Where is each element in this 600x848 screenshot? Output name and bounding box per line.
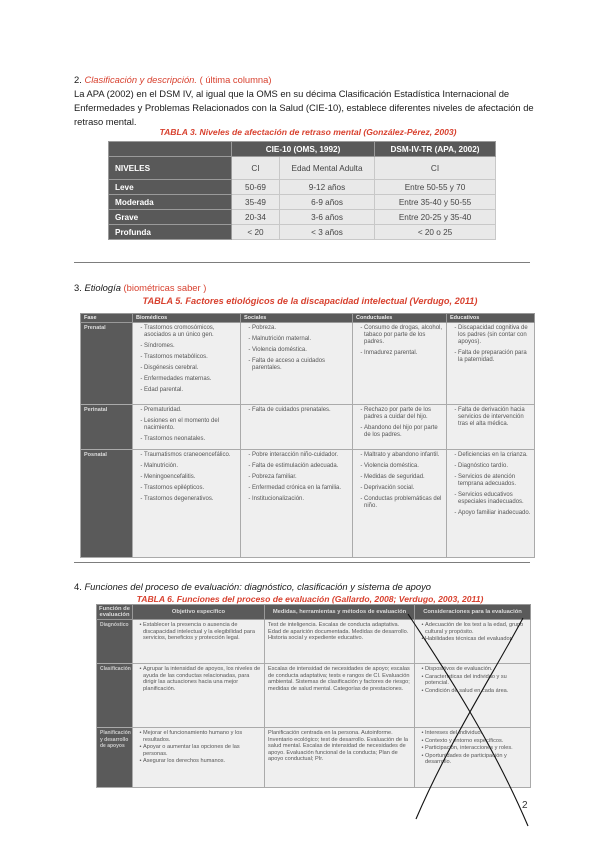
table-cell: 9-12 años <box>280 180 375 195</box>
table-5 <box>80 313 535 558</box>
list-item: - Institucionalización. <box>252 496 349 503</box>
table-cell <box>133 323 241 405</box>
list-item: - Abandono del hijo por parte de los padres. <box>364 425 443 439</box>
list-item: - Diagnóstico tardío. <box>458 463 531 470</box>
section-number: 2. <box>74 74 85 85</box>
list-item: • Establecer la presencia o ausencia de discapacidad intelectual y la elegibilidad para servicios, beneficios y protección legal. <box>143 622 261 642</box>
table-cell: Test de inteligencia. Escalas de conducta adaptativa. Edad de aparición documentada. Medidas de desarrollo. Historia social y expediente educativo. <box>265 620 415 664</box>
table-row <box>81 450 535 558</box>
table-row-label: Prenatal <box>81 323 133 405</box>
list-item: - Violencia doméstica. <box>252 347 349 354</box>
table-row <box>109 225 496 240</box>
list-item: - Pobre interacción niño-cuidador. <box>252 452 349 459</box>
list-item: - Trastornos degenerativos. <box>144 496 237 503</box>
list-item: - Disgénesis cerebral. <box>144 365 237 372</box>
table-row <box>109 195 496 210</box>
table-cell: 3-6 años <box>280 210 375 225</box>
list-item: - Enfermedad crónica en la familia. <box>252 485 349 492</box>
list-item: - Falta de preparación para la paternidad. <box>458 350 531 364</box>
section-title: Funciones del proceso de evaluación: diagnóstico, clasificación y sistema de apoyo <box>84 581 431 592</box>
table-cell: < 20 o 25 <box>375 225 496 240</box>
list-item: - Prematuridad. <box>144 407 237 414</box>
list-item: • Oportunidades de participación y desarrollo. <box>425 753 527 766</box>
list-item: • Apoyar o aumentar las opciones de las personas. <box>143 744 261 757</box>
table-3 <box>108 141 496 240</box>
table-row-label: Posnatal <box>81 450 133 558</box>
table-header-cell: CIE-10 (OMS, 1992) <box>232 142 375 157</box>
table-row-label: Perinatal <box>81 405 133 450</box>
table-header-cell <box>109 142 232 157</box>
table-cell: 6-9 años <box>280 195 375 210</box>
table-row-label: Profunda <box>109 225 232 240</box>
list-item: • Habilidades técnicas del evaluador. <box>425 636 527 643</box>
table-header-cell: Función de evaluación <box>97 605 133 620</box>
table-row <box>81 323 535 405</box>
list-item: - Falta de cuidados prenatales. <box>252 407 349 414</box>
table-row-label: Leve <box>109 180 232 195</box>
list-item: - Trastornos metabólicos. <box>144 354 237 361</box>
table-row-label: Diagnóstico <box>97 620 133 664</box>
table-row <box>109 210 496 225</box>
table-cell: Escalas de intensidad de necesidades de apoyo; escalas de conducta adaptativa; tests e rangos de CI. Evaluación ambiental. Sistemas de clasificación y factores de riesgo; medidas de salud mental. Categorías de prestaciones. <box>265 664 415 728</box>
list-item: - Falta de estimulación adecuada. <box>252 463 349 470</box>
table-cell <box>133 405 241 450</box>
table-6-caption: TABLA 6. Funciones del proceso de evaluación (Gallardo, 2008; Verdugo, 2003, 2011) <box>136 594 484 604</box>
table-cell <box>447 450 535 558</box>
list-item: • Intereses del individuo. <box>425 730 527 737</box>
table-row-label: NIVELES <box>109 157 232 180</box>
list-item: - Lesiones en el momento del nacimiento. <box>144 418 237 432</box>
divider <box>74 562 530 563</box>
table-cell <box>241 450 353 558</box>
list-item: - Apoyo familiar inadecuado. <box>458 510 531 517</box>
table-cell: Planificación centrada en la persona. Autoinforme. Inventario ecológico; test de desarrollo. Evaluación de la salud mental. Escalas de intensidad de necesidades de apoyo. Evaluación funcional de la conducta; Plan de apoyo conductual; PIr. <box>265 728 415 788</box>
list-item: - Rechazo por parte de los padres a cuidar del hijo. <box>364 407 443 421</box>
table-header-cell: Conductuales <box>353 314 447 323</box>
table-cell <box>133 620 265 664</box>
table-cell: Entre 35-40 y 50-55 <box>375 195 496 210</box>
table-cell: Entre 50-55 y 70 <box>375 180 496 195</box>
table-header-cell: Sociales <box>241 314 353 323</box>
list-item: • Asegurar los derechos humanos. <box>143 758 261 765</box>
list-item: - Malnutrición maternal. <box>252 336 349 343</box>
list-item: - Enfermedades maternas. <box>144 376 237 383</box>
page-number: 2 <box>522 800 528 811</box>
list-item: - Pobreza. <box>252 325 349 332</box>
list-item: - Deprivación social. <box>364 485 443 492</box>
section-number: 3. <box>74 282 85 293</box>
section-title: Etiología <box>84 282 121 293</box>
table-cell: 50-69 <box>232 180 280 195</box>
list-item: - Malnutrición. <box>144 463 237 470</box>
table-header-cell: DSM-IV-TR (APA, 2002) <box>375 142 496 157</box>
section-2-heading <box>74 73 534 87</box>
table-cell <box>241 405 353 450</box>
table-cell <box>353 450 447 558</box>
table-cell: < 20 <box>232 225 280 240</box>
table-header-cell: Biomédicos <box>133 314 241 323</box>
section-title: Clasificación y descripción. <box>84 74 197 85</box>
list-item: - Traumatismos craneoencefálico. <box>144 452 237 459</box>
handwritten-cross-mark <box>398 604 538 834</box>
list-item: - Edad parental. <box>144 387 237 394</box>
section-2-paragraph: La APA (2002) en el DSM IV, al igual que la OMS en su décima Clasificación Estadística Internacional de Enfermedades y Problemas Relacionados con la Salud (CIE-10), establece diferentes niveles de afectación de retraso mental. <box>74 88 534 127</box>
list-item: - Síndromes. <box>144 343 237 350</box>
list-item: - Conductas problemáticas del niño. <box>364 496 443 510</box>
list-item: - Falta de derivación hacia servicios de intervención tras el alta médica. <box>458 407 531 428</box>
list-item: • Adecuación de los test a la edad, grupo cultural y propósito. <box>425 622 527 635</box>
list-item: • Agrupar la intensidad de apoyos, los niveles de ayuda de las conductas relacionadas, para dirigir las actuaciones hacia una mejor planificación. <box>143 666 261 692</box>
table-cell: CI <box>232 157 280 180</box>
list-item: • Contexto y entorno específicos. <box>425 738 527 745</box>
table-cell: Edad Mental Adulta <box>280 157 375 180</box>
table-row <box>109 180 496 195</box>
list-item: - Meningoencefalitis. <box>144 474 237 481</box>
list-item: - Trastornos epilépticos. <box>144 485 237 492</box>
list-item: - Maltrato y abandono infantil. <box>364 452 443 459</box>
table-cell <box>447 323 535 405</box>
list-item: - Inmadurez parental. <box>364 350 443 357</box>
list-item: • Dispositivos de evaluación. <box>425 666 527 673</box>
table-header-cell: Consideraciones para la evaluación <box>415 605 531 620</box>
table-cell <box>133 728 265 788</box>
list-item: - Trastornos cromosómicos, asociados a un único gen. <box>144 325 237 339</box>
table-row <box>81 405 535 450</box>
section-number: 4. <box>74 581 85 592</box>
table-cell <box>133 664 265 728</box>
table-cell <box>133 450 241 558</box>
table-cell: CI <box>375 157 496 180</box>
list-item: • Mejorar el funcionamiento humano y los resultados. <box>143 730 261 743</box>
table-row-label: Clasificación <box>97 664 133 728</box>
list-item: - Medidas de seguridad. <box>364 474 443 481</box>
table-header-cell: Medidas, herramientas y métodos de evaluación <box>265 605 415 620</box>
list-item: - Deficiencias en la crianza. <box>458 452 531 459</box>
section-note: ( última columna) <box>196 74 272 85</box>
table-header-cell: Educativos <box>447 314 535 323</box>
table-row-label: Grave <box>109 210 232 225</box>
list-item: - Servicios de atención temprana adecuados. <box>458 474 531 488</box>
list-item: - Servicios educativos especiales inadecuados. <box>458 492 531 506</box>
list-item: - Violencia doméstica. <box>364 463 443 470</box>
table-cell: 35-49 <box>232 195 280 210</box>
table-header-cell: Objetivo específico <box>133 605 265 620</box>
list-item: - Pobreza familiar. <box>252 474 349 481</box>
table-3-caption: TABLA 3. Niveles de afectación de retraso mental (González-Pérez, 2003) <box>159 127 457 137</box>
table-5-caption: TABLA 5. Factores etiológicos de la discapacidad intelectual (Verdugo, 2011) <box>142 296 478 306</box>
section-4-heading <box>74 580 544 594</box>
section-note: (biométricas saber ) <box>120 282 207 293</box>
table-cell <box>353 323 447 405</box>
table-cell: Entre 20-25 y 35-40 <box>375 210 496 225</box>
list-item: • Características del individuo y su potencial. <box>425 674 527 687</box>
list-item: - Consumo de drogas, alcohol, tabaco por parte de los padres. <box>364 325 443 346</box>
list-item: • Condición de salud en cada área. <box>425 688 527 695</box>
table-header-cell: Fase <box>81 314 133 323</box>
table-row-label: Moderada <box>109 195 232 210</box>
list-item: - Discapacidad cognitiva de los padres (sin contar con apoyos). <box>458 325 531 346</box>
table-cell: < 3 años <box>280 225 375 240</box>
table-cell <box>241 323 353 405</box>
table-row-label: Planificación y desarrollo de apoyos <box>97 728 133 788</box>
table-cell <box>447 405 535 450</box>
table-cell <box>353 405 447 450</box>
table-cell: 20-34 <box>232 210 280 225</box>
list-item: • Participación, interacciones y roles. <box>425 745 527 752</box>
list-item: - Falta de acceso a cuidados parentales. <box>252 358 349 372</box>
divider <box>74 262 530 263</box>
section-3-heading <box>74 281 534 295</box>
list-item: - Trastornos neonatales. <box>144 436 237 443</box>
